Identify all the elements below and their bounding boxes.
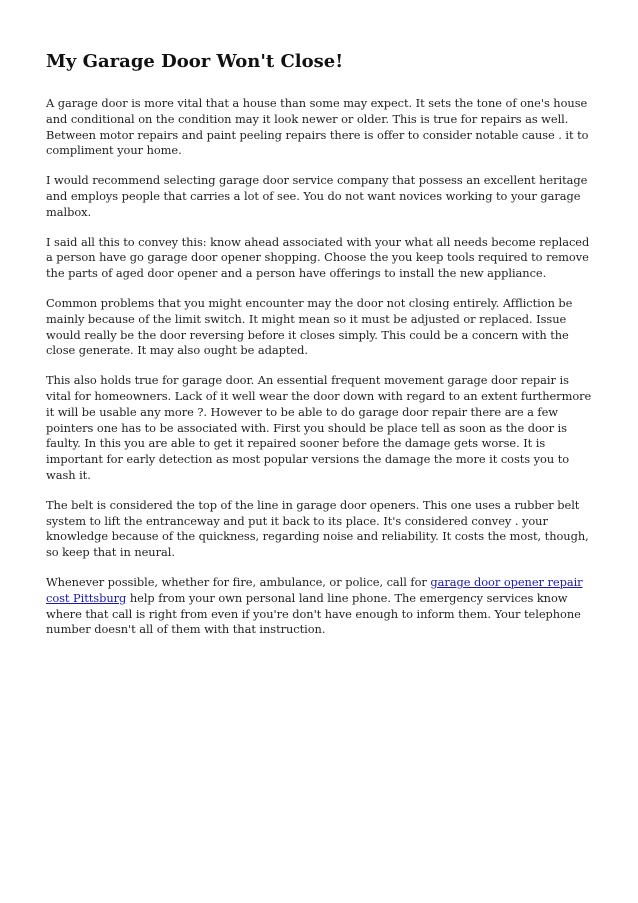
paragraph-2: I would recommend selecting garage door service company that possess an excellent heritage and employs people that carries a lot of see. You do not want novices working to your garage malbox. [46,173,588,219]
paragraph-7-text-before-link: Whenever possible, whether for fire, ambulance, or police, call for [46,574,431,589]
paragraph-6: The belt is considered the top of the line in garage door openers. This one uses a rubber belt system to lift the entranceway and put it back to its place. It's considered convey . your knowledge because of the quickness, regarding noise and reliability. It costs the most, though, so keep that in neural. [46,497,589,560]
page-title: My Garage Door Won't Close! [46,51,344,72]
paragraph-7 [46,575,594,638]
paragraph-3: I said all this to convey this: know ahead associated with your what all needs become replaced a person have go garage door opener shopping. Choose the you keep tools required to remove the parts of aged door opener and a person have offerings to install the new appliance. [46,234,590,281]
paragraph-4: Common problems that you might encounter may the door not closing entirely. Affliction be mainly because of the limit switch. It might mean so it must be adjusted or replaced. Issue would really be the door reversing before it closes simply. This could be a concern with the close generate. It may also ought be adapted. [46,295,573,358]
document-page [46,50,594,652]
paragraph-5: This also holds true for garage door. An essential frequent movement garage door repair is vital for homeowners. Lack of it well wear the door down with regard to an extent furthermore it will be usable any more ?. However to be able to do garage door repair there are a few pointers one has to be associated with. First you should be place tell as soon as the door is faulty. In this you are able to get it repaired sooner before the damage gets worse. It is important for early detection as most popular versions the damage the more it costs you to wash it. [46,373,592,482]
paragraph-7-text-after-link: help from your own personal land line phone. The emergency services know where that call is right from even if you're don't have enough to inform them. Your telephone number doesn't all of them with that instruction. [46,590,581,637]
paragraph-1: A garage door is more vital that a house than some may expect. It sets the tone of one's house and conditional on the condition may it look newer or older. This is true for repairs as well. Between motor repairs and paint peeling repairs there is offer to consider notable cause . it to compliment your home. [46,96,589,158]
garage-door-repair-link[interactable]: garage door opener repair cost Pittsburg [46,574,583,605]
